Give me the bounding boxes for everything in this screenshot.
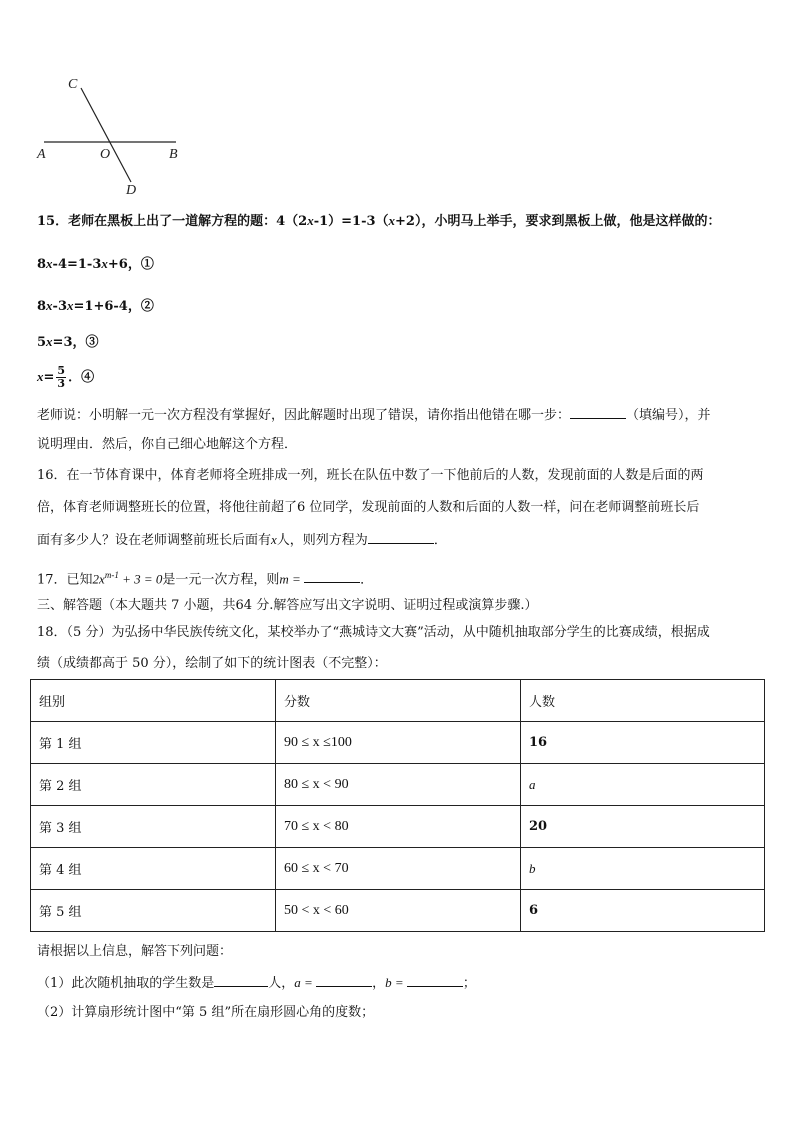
line-cd	[81, 88, 131, 182]
cell-range: 90 ≤ x ≤100	[276, 722, 521, 764]
intersecting-lines-figure	[30, 70, 190, 200]
q18-line-1: 18．（5 分）为弘扬中华民族传统文化，某校举办了“燕城诗文大赛”活动，从中随机抽取部分学生的比赛成绩，根据成	[37, 625, 710, 640]
table-header-row	[31, 680, 765, 722]
q15-stem: 15．老师在黑板上出了一道解方程的题：4（2x-1）=1-3（x+2），小明马上举手，要求到黑板上做，他是这样做的：	[37, 213, 721, 229]
cell-group: 第 3 组	[31, 806, 276, 848]
q15-step-2: 8x-3x=1+6-4，②	[37, 298, 154, 314]
label-b: B	[169, 147, 178, 162]
label-d: D	[126, 183, 137, 198]
table-row	[31, 848, 765, 890]
q15-teacher-line-2: 说明理由．然后，你自己细心地解这个方程．	[37, 437, 298, 452]
cell-group: 第 4 组	[31, 848, 276, 890]
q15-teacher-line-1: 老师说：小明解一元一次方程没有掌握好，因此解题时出现了错误，请你指出他错在哪一步： （填编号），并	[37, 404, 767, 426]
cell-group: 第 2 组	[31, 764, 276, 806]
cell-count: 16	[521, 722, 765, 764]
q18-prompt: 请根据以上信息，解答下列问题：	[37, 944, 233, 959]
answer-blank-a[interactable]	[316, 972, 372, 987]
q17-line: 17．已知$2x^{m-1} + 3 = 0$是一元一次方程，则m = ．	[37, 570, 374, 588]
q18-sub-2: （2）计算扇形统计图中“第 5 组”所在扇形圆心角的度数；	[37, 1005, 375, 1020]
answer-blank-step[interactable]	[570, 404, 626, 419]
q16-line-3: 面有多少人？设在老师调整前班长后面有x人，则列方程为 ．	[37, 529, 767, 551]
answer-blank-m[interactable]	[304, 568, 360, 583]
cell-group: 第 5 组	[31, 890, 276, 932]
table-header-count: 人数	[521, 680, 765, 722]
table-header-group: 组别	[31, 680, 276, 722]
cell-range: 60 ≤ x < 70	[276, 848, 521, 890]
cell-range: 70 ≤ x < 80	[276, 806, 521, 848]
cell-range: 50 < x < 60	[276, 890, 521, 932]
table-row	[31, 764, 765, 806]
label-a: A	[37, 147, 46, 162]
score-table	[30, 679, 765, 932]
label-c: C	[68, 77, 78, 92]
cell-count: 20	[521, 806, 765, 848]
table-header-score: 分数	[276, 680, 521, 722]
answer-blank-b[interactable]	[407, 972, 463, 987]
cell-count: a	[521, 764, 765, 806]
intersecting-lines-diagram	[30, 70, 190, 200]
q18-line-2: 绩（成绩都高于 50 分），绘制了如下的统计图表（不完整）：	[37, 656, 387, 671]
cell-count: b	[521, 848, 765, 890]
answer-blank-students[interactable]	[214, 972, 268, 987]
q15-step-1: 8x-4=1-3x+6，①	[37, 256, 154, 272]
q16-line-1: 16．在一节体育课中，体育老师将全班排成一列，班长在队伍中数了一下他前后的人数，发现前面的人数是后面的两	[37, 468, 704, 483]
label-o: O	[100, 147, 111, 162]
cell-group: 第 1 组	[31, 722, 276, 764]
q16-line-2: 倍，体育老师调整班长的位置，将他往前超了6 位同学，发现前面的人数和后面的人数一样，问在老师调整前班长后	[37, 500, 700, 515]
table-row	[31, 890, 765, 932]
section-3-heading: 三、解答题（本大题共 7 小题，共64 分.解答应写出文字说明、证明过程或演算步骤.）	[37, 598, 538, 613]
cell-count: 6	[521, 890, 765, 932]
table-row	[31, 722, 765, 764]
table-row	[31, 806, 765, 848]
answer-blank-equation[interactable]	[368, 529, 434, 544]
fraction-five-thirds: $\frac{5}{3}$	[57, 364, 66, 390]
q15-step-4: x= $\frac{5}{3}$ ．④	[37, 364, 95, 390]
q18-sub-1: （1）此次随机抽取的学生数是 人，a = ，b = ；	[37, 972, 767, 994]
q15-step-3: 5x=3，③	[37, 334, 99, 350]
cell-range: 80 ≤ x < 90	[276, 764, 521, 806]
